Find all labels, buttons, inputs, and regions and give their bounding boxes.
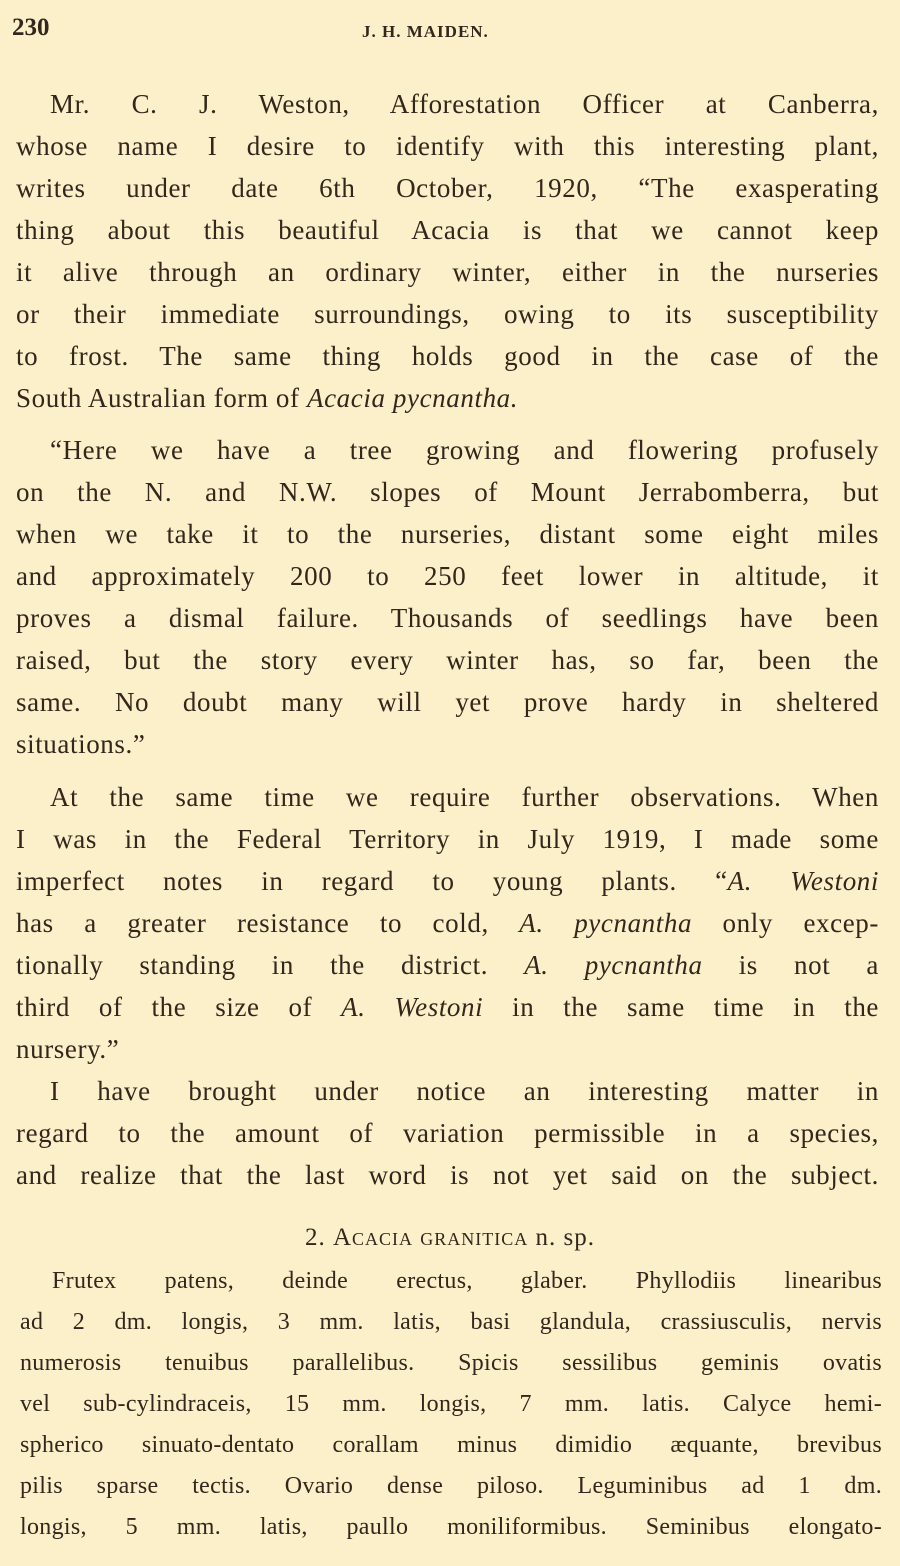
- text-line: [50, 781, 879, 813]
- text-segment: writes under date 6th October, 1920, “The exasperating: [16, 173, 879, 203]
- text-segment: “Here we have a tree growing and flowering profusely: [50, 435, 879, 465]
- text-segment: same. No doubt many will yet prove hardy in sheltered: [16, 687, 879, 717]
- text-line: [16, 949, 879, 981]
- text-line: [50, 88, 879, 120]
- italic-text: A. Westoni: [341, 992, 484, 1022]
- section-number: 2.: [304, 1224, 333, 1251]
- text-segment: vel sub-cylindraceis, 15 mm. longis, 7 mm. latis. Calyce hemi-: [20, 1391, 882, 1417]
- text-line: [16, 382, 879, 414]
- section-heading: [0, 1224, 900, 1252]
- text-segment: whose name I desire to identify with this interesting plant,: [16, 131, 879, 161]
- text-segment: pilis sparse tectis. Ovario dense piloso. Leguminibus ad 1 dm.: [20, 1473, 882, 1499]
- page-number: 230: [12, 14, 50, 41]
- text-line: [16, 686, 879, 718]
- text-line: [16, 644, 879, 676]
- text-segment: thing about this beautiful Acacia is that we cannot keep: [16, 215, 879, 245]
- text-segment: raised, but the story every winter has, so far, been the: [16, 645, 879, 675]
- text-line: [50, 434, 879, 466]
- text-line: [16, 907, 879, 939]
- text-segment: Mr. C. J. Weston, Afforestation Officer at Canberra,: [50, 89, 879, 119]
- text-segment: At the same time we require further observations. When: [50, 782, 879, 812]
- text-segment: Frutex patens, deinde erectus, glaber. Phyllodiis linearibus: [52, 1268, 882, 1294]
- text-segment: I have brought under notice an interesting matter in: [50, 1076, 879, 1106]
- text-line: [16, 865, 879, 897]
- latin-line: [20, 1470, 882, 1502]
- text-segment: or their immediate surroundings, owing to its susceptibility: [16, 299, 879, 329]
- text-line: [16, 172, 879, 204]
- italic-text: A. pycnantha: [519, 908, 693, 938]
- text-line: [50, 1075, 879, 1107]
- text-segment: in the same time in the: [483, 992, 880, 1022]
- text-line: [16, 728, 879, 760]
- text-line: [16, 1033, 879, 1065]
- text-segment: proves a dismal failure. Thousands of seedlings have been: [16, 603, 879, 633]
- text-segment: to frost. The same thing holds good in the case of the: [16, 341, 879, 371]
- running-title: J. H. MAIDEN.: [362, 22, 489, 41]
- latin-line: [20, 1388, 882, 1420]
- text-segment: nursery.”: [16, 1034, 120, 1064]
- text-segment: has a greater resistance to cold,: [16, 908, 520, 938]
- text-segment: on the N. and N.W. slopes of Mount Jerrabomberra, but: [16, 477, 879, 507]
- text-segment: third of the size of: [16, 992, 342, 1022]
- text-segment: numerosis tenuibus parallelibus. Spicis sessilibus geminis ovatis: [20, 1350, 882, 1376]
- italic-text: A. pycnantha: [524, 950, 703, 980]
- text-segment: situations.”: [16, 729, 146, 759]
- italic-text: Acacia pycnantha.: [306, 383, 519, 413]
- text-segment: spherico sinuato-dentato corallam minus dimidio æquante, brevibus: [20, 1432, 882, 1458]
- latin-line: [20, 1347, 882, 1379]
- species-name: Acacia granitica: [332, 1224, 529, 1251]
- latin-line: [20, 1306, 882, 1338]
- text-segment: I was in the Federal Territory in July 1919, I made some: [16, 824, 879, 854]
- text-line: [16, 1159, 879, 1191]
- text-line: [16, 991, 879, 1023]
- text-segment: longis, 5 mm. latis, paullo moniliformibus. Seminibus elongato-: [20, 1514, 882, 1540]
- italic-text: A. Westoni: [727, 866, 879, 896]
- text-line: [16, 476, 879, 508]
- text-segment: is not a: [702, 950, 879, 980]
- text-line: [16, 256, 879, 288]
- text-line: [16, 823, 879, 855]
- text-segment: regard to the amount of variation permissible in a species,: [16, 1118, 879, 1148]
- latin-line: [20, 1511, 882, 1543]
- species-suffix: n. sp.: [528, 1224, 596, 1251]
- text-line: [16, 602, 879, 634]
- text-line: [16, 560, 879, 592]
- text-segment: ad 2 dm. longis, 3 mm. latis, basi glandula, crassiusculis, nervis: [20, 1309, 882, 1335]
- text-segment: tionally standing in the district.: [16, 950, 525, 980]
- text-segment: it alive through an ordinary winter, either in the nurseries: [16, 257, 879, 287]
- latin-line: [52, 1265, 882, 1297]
- text-line: [16, 130, 879, 162]
- text-segment: imperfect notes in regard to young plants. “: [16, 866, 728, 896]
- text-line: [16, 518, 879, 550]
- text-segment: and realize that the last word is not yet said on the subject.: [16, 1160, 879, 1190]
- text-segment: when we take it to the nurseries, distant some eight miles: [16, 519, 879, 549]
- text-segment: South Australian form of: [16, 383, 307, 413]
- text-line: [16, 298, 879, 330]
- text-segment: only excep-: [692, 908, 879, 938]
- text-line: [16, 1117, 879, 1149]
- text-segment: and approximately 200 to 250 feet lower in altitude, it: [16, 561, 879, 591]
- text-line: [16, 340, 879, 372]
- text-line: [16, 214, 879, 246]
- latin-line: [20, 1429, 882, 1461]
